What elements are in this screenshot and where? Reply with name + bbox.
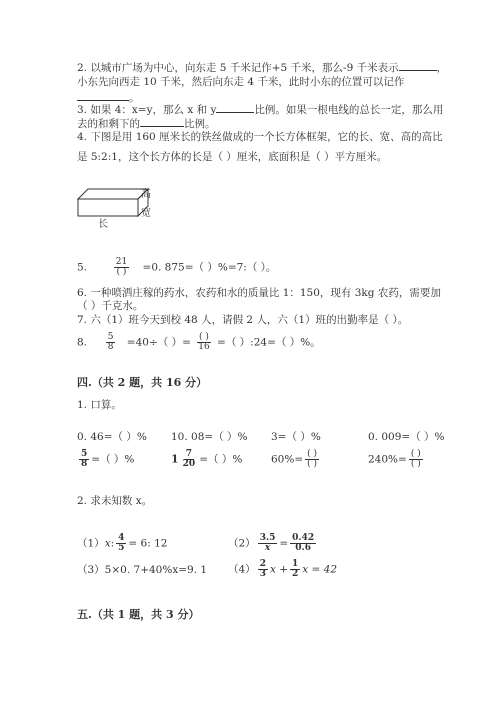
q3-blank1[interactable] <box>216 102 254 113</box>
q8-denominator2: 16 <box>198 342 210 352</box>
q3-line2 <box>77 116 216 131</box>
q5-numerator: 21 <box>115 257 128 267</box>
section4-part1-title: 1. 口算。 <box>77 399 122 411</box>
oral-b: 10. 08=（ ）% <box>171 431 248 443</box>
q7-line: 7. 六（1）班今天到校 48 人，请假 2 人，六（1）班的出勤率是（ ）。 <box>77 314 409 326</box>
equation-2 <box>228 534 318 553</box>
oral-g-den[interactable]: ( ) <box>307 459 318 469</box>
oral-h <box>368 450 425 469</box>
equation-1 <box>77 534 167 553</box>
oral-f-num: 7 <box>185 449 193 459</box>
q3-text-c: 去的和剩下的 <box>77 118 140 130</box>
section4-part2-title: 2. 求未知数 x。 <box>77 495 153 507</box>
q5-rest: =0. 875=（ ）%=7:（ ）。 <box>142 261 277 274</box>
oral-g-pre: 60%= <box>271 453 304 466</box>
oral-h-pre: 240%= <box>368 453 407 466</box>
eq2-label: （2） <box>228 537 256 550</box>
oral-h-fraction <box>409 450 423 469</box>
oral-f <box>171 450 242 469</box>
equation-3: （3）5×0. 7+40%x=9. 1 <box>77 564 208 576</box>
q8-denominator1: 8 <box>107 342 114 352</box>
eq4-label: （4） <box>228 563 256 576</box>
q3-text-a: 3. 如果 4：x=y，那么 x 和 y <box>77 104 217 116</box>
eq2-fraction2 <box>290 534 316 553</box>
q8-fraction1 <box>106 333 116 352</box>
q3-blank2[interactable] <box>140 116 184 127</box>
oral-g-num[interactable]: ( ) <box>307 449 318 459</box>
q3-line1 <box>77 102 443 117</box>
q6-line1: 6. 一种喷洒庄稼的药水，农药和水的质量比 1：150，现有 3kg 农药，需要加 <box>77 287 441 299</box>
q2-blank2[interactable] <box>77 90 129 101</box>
eq1-num: 4 <box>118 533 125 543</box>
section4-title: 四.（共 2 题，共 16 分） <box>77 376 208 389</box>
eq2-num1: 3.5 <box>259 533 276 543</box>
q8-numerator1: 5 <box>107 332 114 342</box>
oral-h-den[interactable]: ( ) <box>410 459 421 469</box>
box-length-label: 长 <box>98 219 108 230</box>
oral-e-rest: =（ ）% <box>91 453 135 466</box>
eq4-fraction2 <box>290 560 300 579</box>
q3-text-d: 比例。 <box>184 118 216 130</box>
eq4-rest: x = 42 <box>302 563 338 576</box>
q8-rest: =（ ）:24=（ ）%。 <box>217 336 321 349</box>
box-width-label: 宽 <box>141 208 151 219</box>
oral-d: 0. 009=（ ）% <box>368 431 445 443</box>
q2-line2: 小东先向西走 10 千米，然后向东走 4 千米，此时小东的位置可以记作 <box>77 76 405 88</box>
eq1-fraction <box>116 534 126 553</box>
eq2-den2: 0.6 <box>295 543 311 553</box>
oral-e-num: 5 <box>81 449 88 459</box>
eq4-den1: 3 <box>259 569 266 579</box>
eq4-num1: 2 <box>259 559 266 569</box>
eq4-num2: 1 <box>292 559 299 569</box>
q8-number: 8. <box>77 336 88 349</box>
oral-f-fraction <box>181 450 198 469</box>
section5-title: 五.（共 1 题，共 3 分） <box>77 608 200 621</box>
q6-line2: （ ）千克水。 <box>77 300 144 312</box>
eq1-rest: = 6: 12 <box>128 537 168 550</box>
q8-fraction2 <box>196 333 211 352</box>
eq2-num2: 0.42 <box>292 533 315 543</box>
eq1-colon: : <box>110 537 115 550</box>
oral-a: 0. 46=（ ）% <box>77 431 147 443</box>
q3-text-b: 比例。如果一根电线的总长一定，那么用 <box>254 104 444 116</box>
q5-fraction <box>114 258 129 277</box>
oral-e <box>77 450 134 469</box>
eq2-equals: = <box>279 537 289 550</box>
oral-f-whole: 1 <box>171 452 179 466</box>
q5-line <box>77 258 276 277</box>
oral-e-den: 8 <box>81 459 88 469</box>
oral-e-fraction <box>79 450 89 469</box>
q2-line1 <box>77 60 447 75</box>
q4-line1: 4. 下图是用 160 厘米长的铁丝做成的一个长方体框架，它的长、宽、高的高比 <box>77 131 443 143</box>
eq4-fraction1 <box>258 560 268 579</box>
q8-mid: =40÷（ ）= <box>126 336 191 349</box>
q4-line2: 是 5:2:1，这个长方体的长是（ ）厘米，底面积是（ ）平方厘米。 <box>77 151 388 163</box>
q5-number: 5. <box>77 261 88 274</box>
eq2-fraction1 <box>258 534 278 553</box>
eq1-x: x <box>104 537 111 550</box>
q2-punct: ， <box>436 62 448 74</box>
oral-f-den: 20 <box>182 459 196 469</box>
q8-line <box>77 333 321 352</box>
q2-text1: 2. 以城市广场为中心，向东走 5 千米记作+5 千米，那么-9 千米表示 <box>77 62 399 74</box>
q2-end: 。 <box>129 92 140 104</box>
oral-c: 3=（ ）% <box>271 431 321 443</box>
oral-f-rest: =（ ）% <box>199 453 243 466</box>
equation-4 <box>228 560 337 579</box>
cuboid-figure <box>75 186 165 232</box>
box-height-label: 高 <box>141 189 151 200</box>
oral-h-num[interactable]: ( ) <box>410 449 421 459</box>
oral-g <box>271 450 321 469</box>
eq2-den1: x <box>264 543 271 553</box>
q5-denominator[interactable]: ( ) <box>116 267 127 277</box>
oral-g-fraction <box>305 450 319 469</box>
eq1-label: （1） <box>77 537 105 550</box>
eq1-den: 5 <box>118 543 125 553</box>
eq4-den2: 2 <box>292 569 299 579</box>
eq4-mid: x + <box>269 563 289 576</box>
q8-numerator2[interactable]: ( ) <box>199 332 209 342</box>
q2-blank1[interactable] <box>399 60 437 71</box>
